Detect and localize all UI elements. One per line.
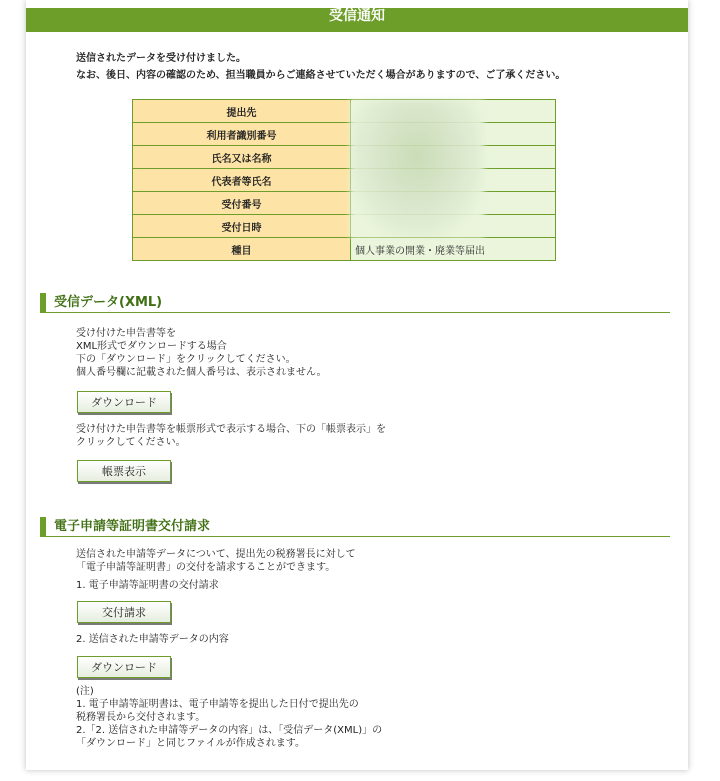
- label-user-id: 利用者識別番号: [133, 123, 351, 146]
- cert-download-button[interactable]: ダウンロード: [77, 656, 171, 678]
- intro-line-2: なお、後日、内容の確認のため、担当職員からご連絡させていただく場合がありますので、ご了承ください。: [76, 70, 566, 81]
- cert-desc-line: 送信された申請等データについて、提出先の税務署長に対して: [76, 549, 356, 560]
- table-row: [133, 169, 556, 192]
- intro-message: [76, 50, 565, 84]
- cert-desc-line: 「電子申請等証明書」の交付を請求することができます。: [76, 562, 336, 573]
- cert-notes: [76, 685, 382, 750]
- xml-desc-line: XML形式でダウンロードする場合: [76, 341, 227, 352]
- xml-desc-line: 個人番号欄に記載された個人番号は、表示されません。: [76, 367, 327, 378]
- label-name: 氏名又は名称: [133, 146, 351, 169]
- form-display-button[interactable]: 帳票表示: [77, 460, 171, 482]
- form-desc-line: クリックしてください。: [76, 437, 186, 448]
- value-category: 個人事業の開業・廃業等届出: [351, 238, 556, 261]
- section-heading-xml: 受信データ(XML): [40, 293, 670, 313]
- xml-description: [76, 327, 327, 379]
- table-row: [133, 192, 556, 215]
- cert-step-1: 1. 電子申請等証明書の交付請求: [76, 580, 219, 591]
- form-desc-line: 受け付けた申告書等を帳票形式で表示する場合、下の「帳票表示」を: [76, 424, 386, 435]
- table-row: [133, 123, 556, 146]
- cert-description: [76, 548, 356, 574]
- form-description: [76, 423, 386, 449]
- xml-desc-line: 受け付けた申告書等を: [76, 328, 176, 339]
- table-row: [133, 215, 556, 238]
- table-row: [133, 238, 556, 261]
- note-line: (注): [76, 686, 94, 697]
- label-submit-to: 提出先: [133, 100, 351, 123]
- xml-download-button[interactable]: ダウンロード: [77, 391, 171, 413]
- table-row: [133, 100, 556, 123]
- note-line: 税務署長から交付されます。: [76, 712, 206, 723]
- request-issue-button[interactable]: 交付請求: [77, 601, 171, 623]
- label-receipt-datetime: 受付日時: [133, 215, 351, 238]
- cert-step-2: 2. 送信された申請等データの内容: [76, 634, 229, 645]
- intro-line-1: 送信されたデータを受け付けました。: [76, 53, 246, 64]
- note-line: 1. 電子申請等証明書は、電子申請等を提出した日付で提出先の: [76, 699, 359, 710]
- label-category: 種目: [133, 238, 351, 261]
- table-row: [133, 146, 556, 169]
- section-heading-certificate: 電子申請等証明書交付請求: [40, 517, 670, 537]
- label-receipt-number: 受付番号: [133, 192, 351, 215]
- xml-desc-line: 下の「ダウンロード」をクリックしてください。: [76, 354, 296, 365]
- redacted-blur: [350, 100, 484, 238]
- note-line: 「ダウンロード」と同じファイルが作成されます。: [76, 738, 305, 749]
- receipt-info-table: [132, 99, 556, 261]
- page-title: 受信通知: [26, 8, 688, 32]
- note-line: 2.「2. 送信された申請等データの内容」は、「受信データ(XML)」の: [76, 725, 383, 736]
- label-representative: 代表者等氏名: [133, 169, 351, 192]
